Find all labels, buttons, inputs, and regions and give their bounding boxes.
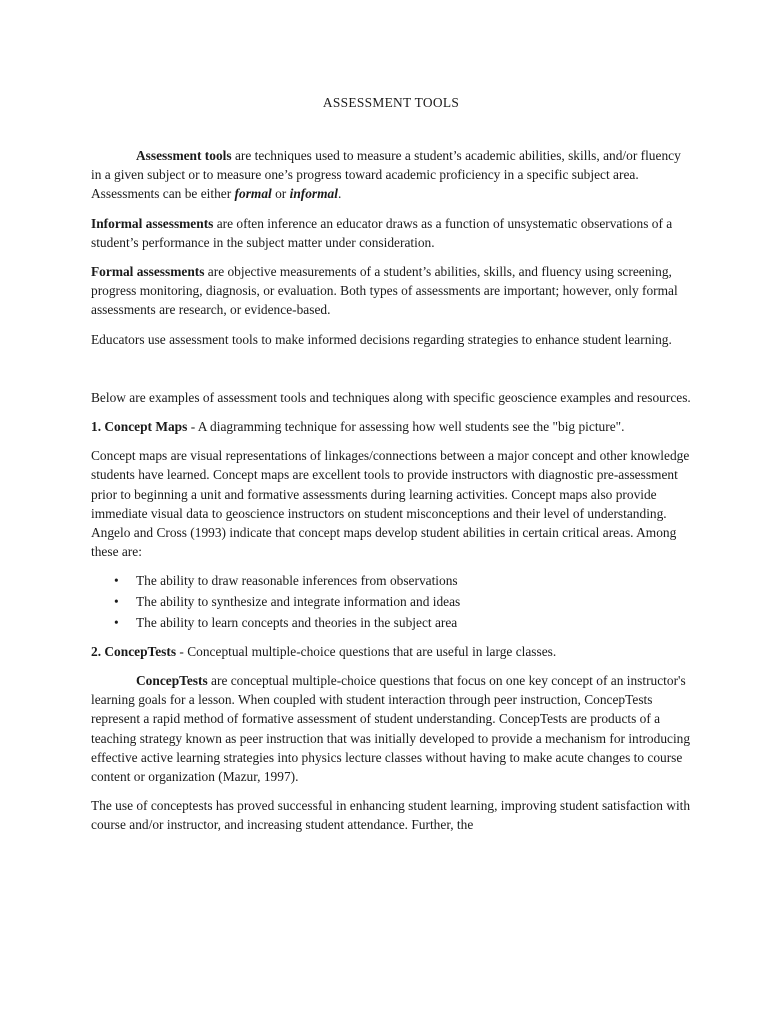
conceptests-term: ConcepTests [136,673,208,689]
informal-term: Informal assessments [91,215,214,231]
list-item-text: The ability to learn concepts and theories in the subject area [136,615,458,631]
or-word: or [271,186,290,202]
intro-paragraph [91,146,691,204]
conceptests-success-paragraph: The use of conceptests has proved successful in enhancing student learning, improving student satisfaction with course and/or instructor, and increasing student attendance. Further, the [91,798,691,833]
list-item [91,613,691,634]
formal-word: formal [234,186,272,202]
list-item-text: The ability to synthesize and integrate information and ideas [136,594,461,610]
list-item [91,571,691,592]
concept-maps-heading: 1. Concept Maps [91,419,188,435]
list-item-text: The ability to draw reasonable inferences from observations [136,573,458,589]
intro-text: are techniques used to measure a student’s academic abilities, skills, and/or fluency in a given subject or to measure one’s progress toward academic proficiency in a specific subject area. Assessments can be either [91,148,681,202]
concept-maps-body: Concept maps are visual representations of linkages/connections between a major concept and other knowledge students have learned. Concept maps are excellent tools to provide instructors with diagnostic pre-assessment prior to beginning a unit and formative assessments during learning activities. Concept maps also provide immediate visual data to geoscience instructors on student misconceptions and their level of understanding. Angelo and Cross (1993) indicate that concept maps develop student abilities in certain critical areas. Among these are: [91,448,690,560]
paragraph-spacer [91,359,691,388]
formal-paragraph [91,262,691,320]
abilities-list [91,571,691,633]
conceptests-heading: 2. ConcepTests [91,643,177,659]
concept-maps-heading-paragraph [91,417,691,436]
concept-maps-summary: - A diagramming technique for assessing how well students see the "big picture". [187,419,625,435]
bullet-icon: • [114,615,119,631]
intro-term: Assessment tools [136,148,232,163]
conceptests-summary: - Conceptual multiple-choice questions that are useful in large classes. [176,643,557,659]
conceptests-body-paragraph [91,671,691,786]
list-item [91,592,691,613]
formal-text: are objective measurements of a student’s abilities, skills, and fluency using screening, progress monitoring, diagnosis, or evaluation. Both types of assessments are important; however, only formal assessments are research, or evidence-based. [91,264,678,318]
conceptests-body: are conceptual multiple-choice questions that focus on one key concept of an instructor's learning goals for a lesson. When coupled with student interaction through peer instruction, ConcepTests represent a rapid method of formative assessment of student understanding. ConcepTests are products of a teaching strategy known as peer instruction that was initially developed to provide a mechanism for introducing effective active learning strategies into physics lecture classes without having to make acute changes to course content or organization (Mazur, 1997). [91,673,691,785]
intro-period: . [337,186,342,202]
informal-word: informal [289,186,338,202]
conceptests-heading-paragraph [91,642,691,661]
informal-text: are often inference an educator draws as a function of unsystematic observations of a student’s performance in the subject matter under consideration. [91,215,673,250]
informal-paragraph [91,214,691,252]
document-title: ASSESSMENT TOOLS [322,95,460,110]
document-page [91,93,691,845]
examples-intro-paragraph: Below are examples of assessment tools and techniques along with specific geoscience examples and resources. [91,389,691,405]
formal-term: Formal assessments [91,264,205,280]
educators-paragraph: Educators use assessment tools to make informed decisions regarding strategies to enhance student learning. [91,331,672,347]
bullet-icon: • [114,594,119,610]
bullet-icon: • [114,573,119,589]
